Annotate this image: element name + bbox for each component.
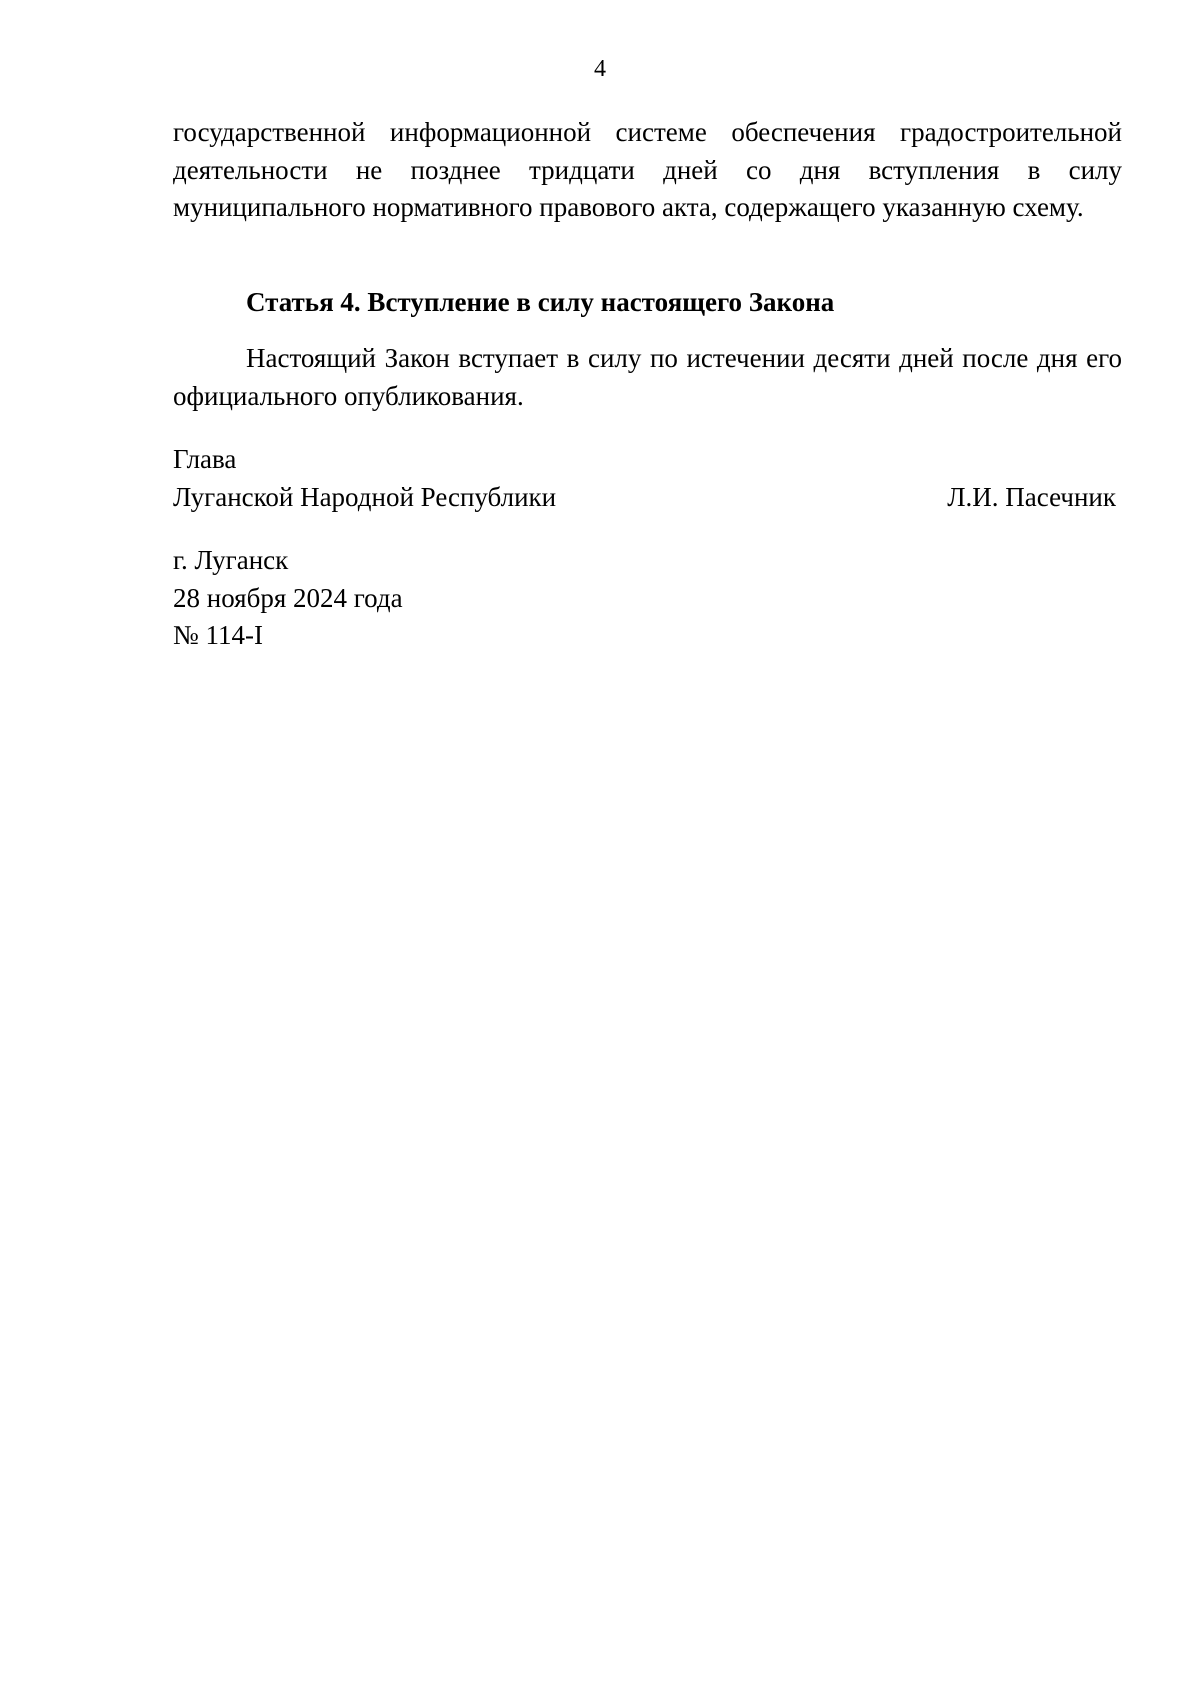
issuance-place: г. Луганск — [173, 545, 289, 575]
continued-paragraph: государственной информационной системе обеспечения градостроительной деятельности не позднее тридцати дней со дня вступления в силу муниципального нормативного правового акта, содержащего указанную схему. — [173, 117, 1122, 222]
signature-title-line1: Глава — [173, 444, 237, 474]
signatory-name: Л.И. Пасечник — [947, 481, 1116, 512]
signature-title-row — [173, 441, 1122, 479]
page-number: 4 — [594, 56, 606, 82]
issuance-date: 28 ноября 2024 года — [173, 582, 403, 613]
signature-main-row — [173, 479, 1122, 517]
law-number: № 114-I — [173, 620, 263, 650]
article-paragraph: Настоящий Закон вступает в силу по истечении десяти дней после дня его официального опубликования. — [173, 343, 1122, 411]
signature-title-line2: Луганской Народной Республики — [173, 481, 557, 512]
article-heading: Статья 4. Вступление в силу настоящего Закона — [246, 287, 835, 317]
signature-block — [173, 441, 1122, 516]
issuance-block — [173, 542, 403, 655]
